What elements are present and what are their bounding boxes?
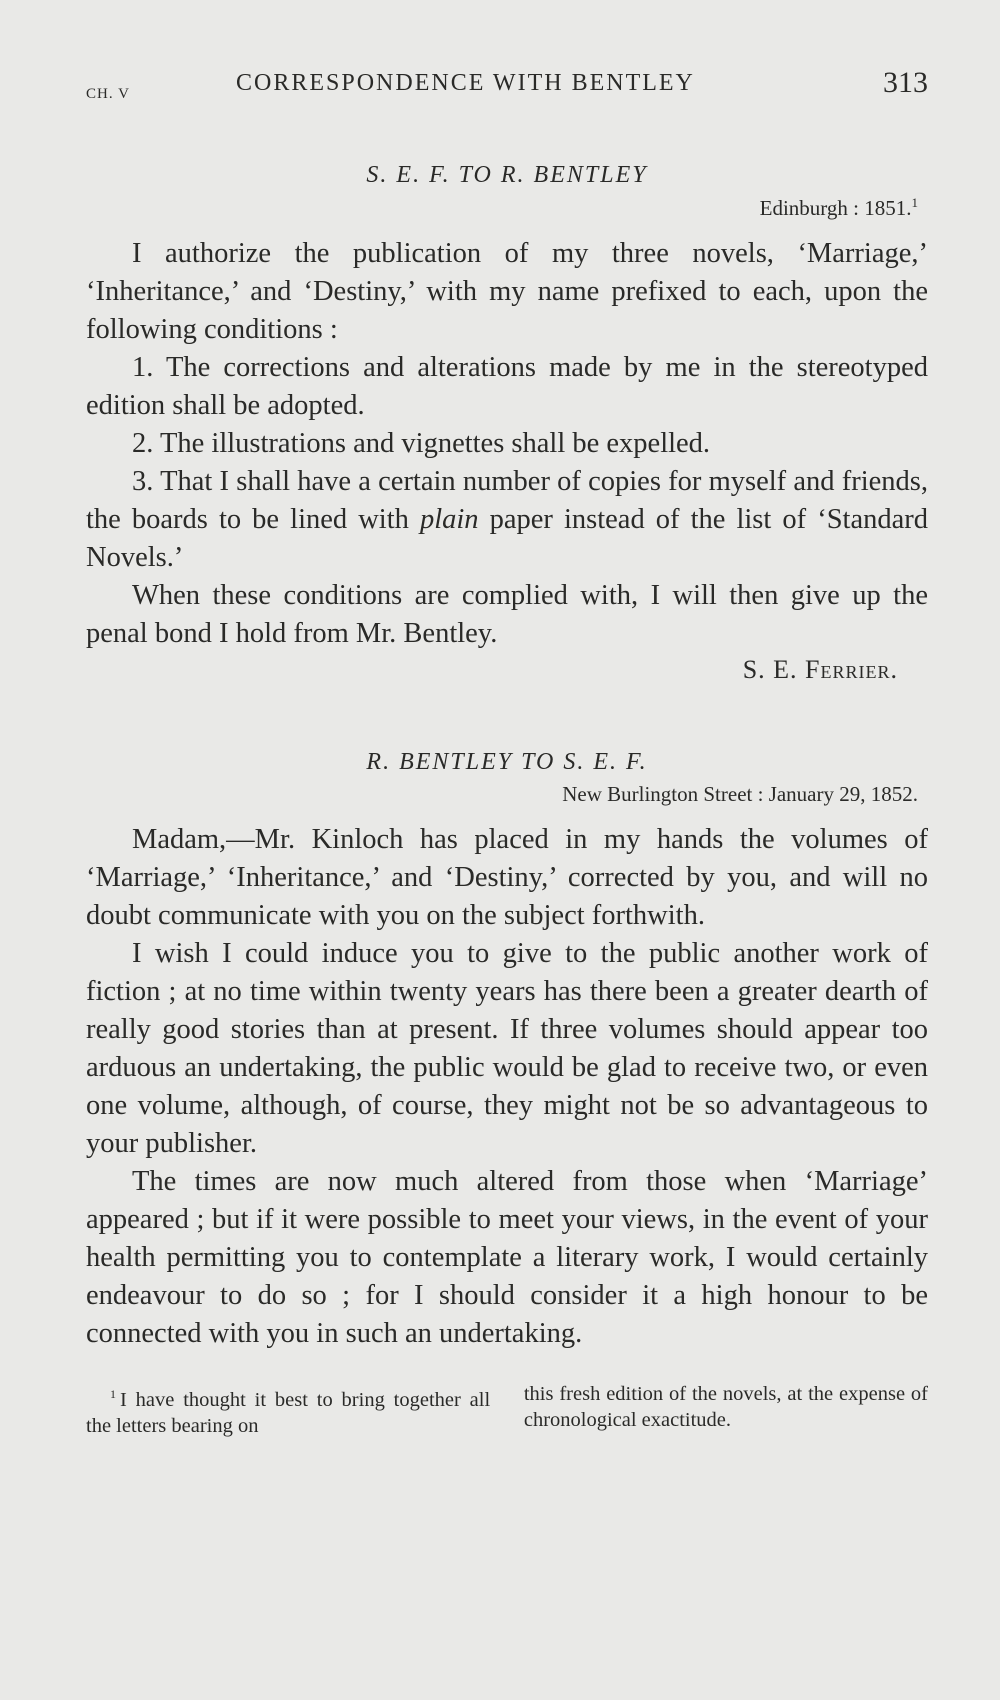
paragraph: Madam,—Mr. Kinloch has placed in my hands the volumes of ‘Marriage,’ ‘Inheritance,’ and ‘Destiny,’ corrected by you, and will no doubt communicate with you on the subject forthwith. <box>86 824 928 931</box>
signature-initials: S. E. <box>742 655 806 684</box>
emphasis-plain: plain <box>419 504 479 535</box>
letter-place-date <box>86 195 928 221</box>
running-head <box>86 62 928 106</box>
footnote-column-right <box>524 1381 928 1439</box>
signature <box>86 655 928 685</box>
footnote-reference: 1 <box>911 195 918 210</box>
condition-1: 1. The corrections and alterations made by me in the stereotyped edition shall be adopted. <box>86 352 928 421</box>
footnote-mark: 1 <box>110 1387 116 1401</box>
letter-place-date: New Burlington Street : January 29, 1852. <box>562 782 918 806</box>
letter-heading: S. E. F. TO R. BENTLEY <box>366 162 648 188</box>
condition-3-text-b: paper instead of the list of ‘Standard Novels.’ <box>86 504 928 573</box>
letter-body <box>86 235 928 653</box>
letter-sef-to-bentley <box>86 162 928 685</box>
condition-3 <box>86 463 928 577</box>
chapter-label: CH. V <box>86 86 130 102</box>
paragraph: I authorize the publication of my three novels, ‘Marriage,’ ‘Inheritance,’ and ‘Destiny,’ with my name prefixed to each, upon the following conditions : <box>86 238 928 345</box>
letter-heading: R. BENTLEY TO S. E. F. <box>366 749 648 775</box>
letter-body <box>86 821 928 1353</box>
condition-3-text-a: 3. That I shall have a certain number of copies for myself and friends, the boards to be lined with <box>86 466 928 535</box>
running-title: CORRESPONDENCE WITH BENTLEY <box>236 70 695 96</box>
paragraph: I wish I could induce you to give to the public another work of fiction ; at no time within twenty years has there been a greater dearth of really good stories than at present. If three volumes should appear too arduous an undertaking, the public would be glad to receive two, or even one volume, although, of course, they might not be so advantageous to your publisher. <box>86 938 928 1159</box>
page-number: 313 <box>883 66 928 99</box>
letter-bentley-to-sef <box>86 749 928 1353</box>
signature-surname: Ferrier. <box>805 655 898 684</box>
footnote-text-1: I have thought it best to bring together all the letters bearing on <box>86 1388 491 1437</box>
paragraph: The times are now much altered from those when ‘Marriage’ appeared ; but if it were possible to meet your views, in the event of your health permitting you to contemplate a literary work, I would certainly endeavour to do so ; for I should consider it a high honour to be connected with you in such an undertaking. <box>86 1166 928 1349</box>
footnote <box>86 1381 928 1439</box>
place-date-text: Edinburgh : 1851. <box>759 196 912 220</box>
condition-2: 2. The illustrations and vignettes shall be expelled. <box>132 428 711 459</box>
footnote-text-2: this fresh edition of the novels, at the expense of chronological exactitude. <box>523 1383 928 1431</box>
paragraph: When these conditions are complied with, I will then give up the penal bond I hold from Mr. Bentley. <box>86 580 928 649</box>
footnote-column-left <box>86 1381 490 1439</box>
